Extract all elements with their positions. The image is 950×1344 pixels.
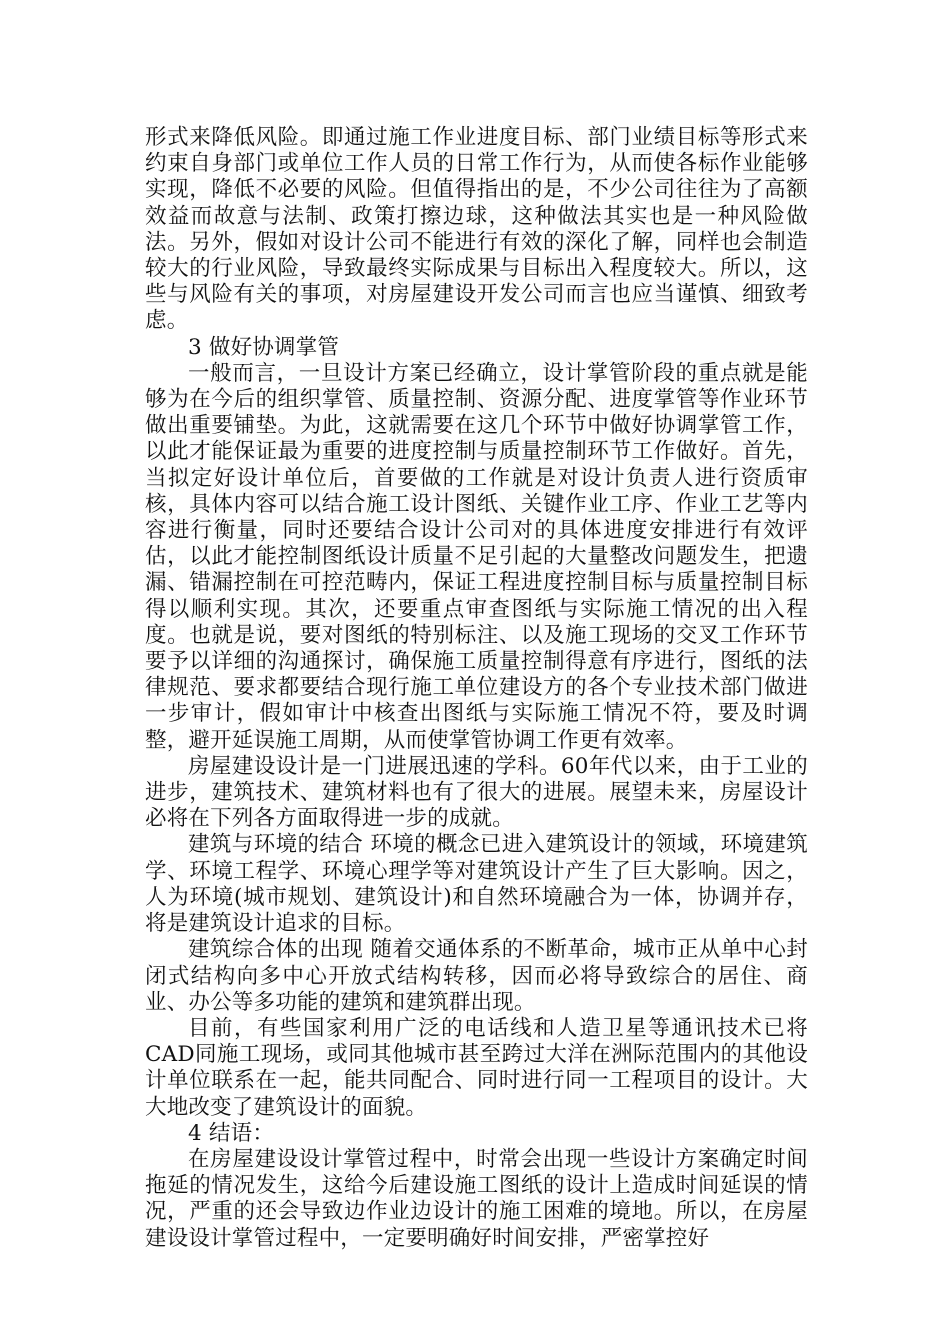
paragraph-environment: 建筑与环境的结合 环境的概念已进入建筑设计的领域，环境建筑学、环境工程学、环境心理学等对建筑设计产生了巨大影响。因之，人为环境(城市规划、建筑设计)和自然环境融合为一体，协调并存，将是建筑设计追求的目标。: [145, 832, 808, 937]
paragraph-conclusion: 在房屋建设设计掌管过程中，时常会出现一些设计方案确定时间拖延的情况发生，这给今后建设施工图纸的设计上造成时间延误的情况，严重的还会导致边作业边设计的施工困难的境地。所以，在房屋建设设计掌管过程中，一定要明确好时间安排，严密掌控好: [145, 1146, 808, 1251]
document-body: [145, 125, 808, 1252]
section-heading-conclusion: 4 结语：: [188, 1120, 275, 1146]
paragraph-development: 房屋建设设计是一门进展迅速的学科。60年代以来，由于工业的进步，建筑技术、建筑材料也有了很大的进展。展望未来，房屋设计必将在下列各方面取得进一步的成就。: [145, 753, 808, 832]
paragraph-risk-continuation: 形式来降低风险。即通过施工作业进度目标、部门业绩目标等形式来约束自身部门或单位工作人员的日常工作行为，从而使各标作业能够实现，降低不必要的风险。但值得指出的是，不少公司往往为了高额效益而故意与法制、政策打擦边球，这种做法其实也是一种风险做法。另外，假如对设计公司不能进行有效的深化了解，同样也会制造较大的行业风险，导致最终实际成果与目标出入程度较大。所以，这些与风险有关的事项，对房屋建设开发公司而言也应当谨慎、细致考虑。: [145, 125, 808, 334]
paragraph-coordination: 一般而言，一旦设计方案已经确立，设计掌管阶段的重点就是能够为在今后的组织掌管、质量控制、资源分配、进度掌管等作业环节做出重要铺垫。为此，这就需要在这几个环节中做好协调掌管工作，以此才能保证最为重要的进度控制与质量控制环节工作做好。首先，当拟定好设计单位后，首要做的工作就是对设计负责人进行资质审核，具体内容可以结合施工设计图纸、关键作业工序、作业工艺等内容进行衡量，同时还要结合设计公司对的具体进度安排进行有效评估，以此才能控制图纸设计质量不足引起的大量整改问题发生，把遗漏、错漏控制在可控范畴内，保证工程进度控制目标与质量控制目标得以顺利实现。其次，还要重点审查图纸与实际施工情况的出入程度。也就是说，要对图纸的特别标注、以及施工现场的交叉工作环节要予以详细的沟通探讨，确保施工质量控制得意有序进行，图纸的法律规范、要求都要结合现行施工单位建设方的各个专业技术部门做进一步审计，假如审计中核查出图纸与实际施工情况不符，要及时调整，避开延误施工周期，从而使掌管协调工作更有效率。: [145, 360, 808, 753]
paragraph-complex-buildings: 建筑综合体的出现 随着交通体系的不断革命，城市正从单中心封闭式结构向多中心开放式结构转移，因而必将导致综合的居住、商业、办公等多功能的建筑和建筑群出现。: [145, 937, 808, 1015]
section-heading-coordination: 3 做好协调掌管: [188, 334, 340, 360]
paragraph-cad: 目前，有些国家利用广泛的电话线和人造卫星等通讯技术已将CAD同施工现场，或同其他城市甚至跨过大洋在洲际范围内的其他设计单位联系在一起，能共同配合、同时进行同一工程项目的设计。大大地改变了建筑设计的面貌。: [145, 1015, 808, 1120]
